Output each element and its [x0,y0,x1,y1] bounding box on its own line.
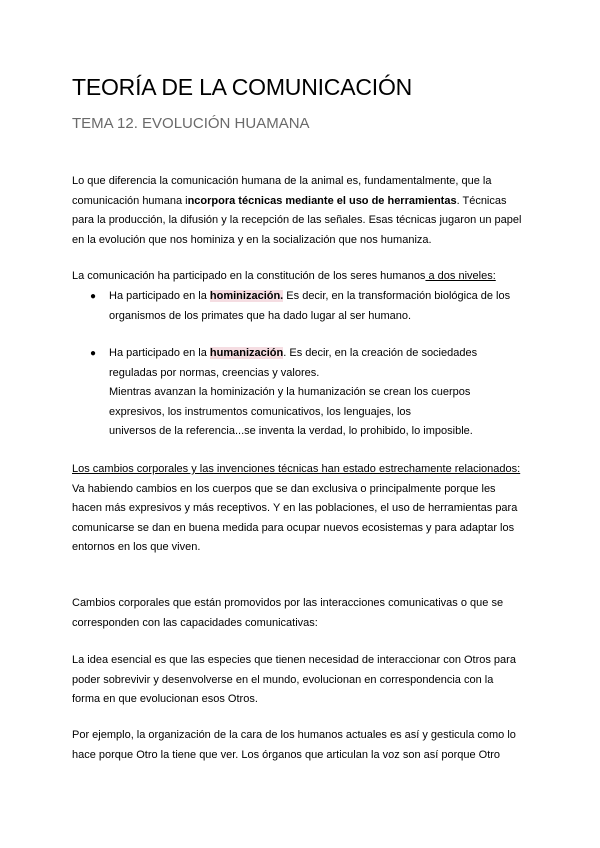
text-line: hace porque Otro la tiene que ver. Los órganos que articulan la voz son así porque Otro [72,748,501,761]
text-run: comunicación humana i [72,194,188,207]
paragraph-essential-idea [72,651,532,710]
text-run: . Es decir, en la creación de sociedades [283,347,478,359]
bold-text: ncorpora técnicas mediante el uso de herramientas [187,194,457,207]
text-run: Ha participado en la [109,290,210,302]
text-line: reguladas por normas, creencias y valores. [109,366,320,379]
text-line: organismos de los primates que ha dado lugar al ser humano. [109,309,412,322]
document-subtitle: TEMA 12. EVOLUCIÓN HUAMANA [72,115,310,132]
text-line: para la producción, la difusión y la recepción de las señales. Esas técnicas jugaron un papel [72,214,522,226]
paragraph-intro [72,172,532,250]
text-run: La comunicación ha participado en la constitución de los seres humanos [72,270,426,282]
text-line: en la evolución que nos hominiza y en la socialización que nos humaniza. [72,233,432,246]
text-line: entornos en los que viven. [72,541,201,553]
text-line: Va habiendo cambios en los cuerpos que se dan exclusiva o principalmente porque les [72,482,496,495]
text-run: Es decir, en la transformación biológica de los [283,290,511,302]
text-line: Mientras avanzan la hominización y la humanización se crean los cuerpos [109,386,471,398]
text-line: expresivos, los instrumentos comunicativos, los lenguajes, los [109,405,412,418]
paragraph-body-changes [72,460,532,558]
highlighted-term: hominización. [209,290,284,302]
underlined-text: a dos niveles: [425,270,496,282]
paragraph-communicative-changes [72,594,532,633]
text-line: universos de la referencia...se inventa la verdad, lo prohibido, lo imposible. [109,425,473,437]
text-run: Ha participado en la [109,347,210,359]
highlighted-term: humanización [209,347,284,359]
bullet-item-humanizacion [72,344,532,442]
text-line: comunicarse se dan en buena medida para ocupar nuevos ecosistemas y para adaptar los [72,521,515,534]
text-line: forma en que evolucionan esos Otros. [72,693,258,705]
text-line: Cambios corporales que están promovidos por las interacciones comunicativas o que se [72,597,504,609]
text-line [72,344,532,364]
text-line: corresponden con las capacidades comunicativas: [72,616,318,629]
bullet-icon: ● [90,348,97,359]
text-line [72,287,532,307]
text-line: Lo que diferencia la comunicación humana de la animal es, fundamentalmente, que la [72,175,492,187]
document-title: TEORÍA DE LA COMUNICACIÓN [72,74,413,100]
text-line [72,192,532,212]
bullet-item-hominizacion [72,287,532,326]
text-line: Por ejemplo, la organización de la cara de los humanos actuales es así y gesticula como lo [72,729,516,741]
text-line: hacen más expresivos y más receptivos. Y en las poblaciones, el uso de herramientas para [72,502,518,514]
underlined-text: Los cambios corporales y las invenciones técnicas han estado estrechamente relacionados: [72,463,521,475]
text-line [72,267,532,287]
text-line: poder sobrevivir y desenvolverse en el mundo, evolucionan en correspondencia con la [72,673,494,686]
text-line: La idea esencial es que las especies que tienen necesidad de interaccionar con Otros para [72,654,516,666]
paragraph-example [72,726,532,765]
text-run: . Técnicas [456,194,507,207]
paragraph-levels [72,267,532,287]
bullet-icon: ● [90,291,97,302]
